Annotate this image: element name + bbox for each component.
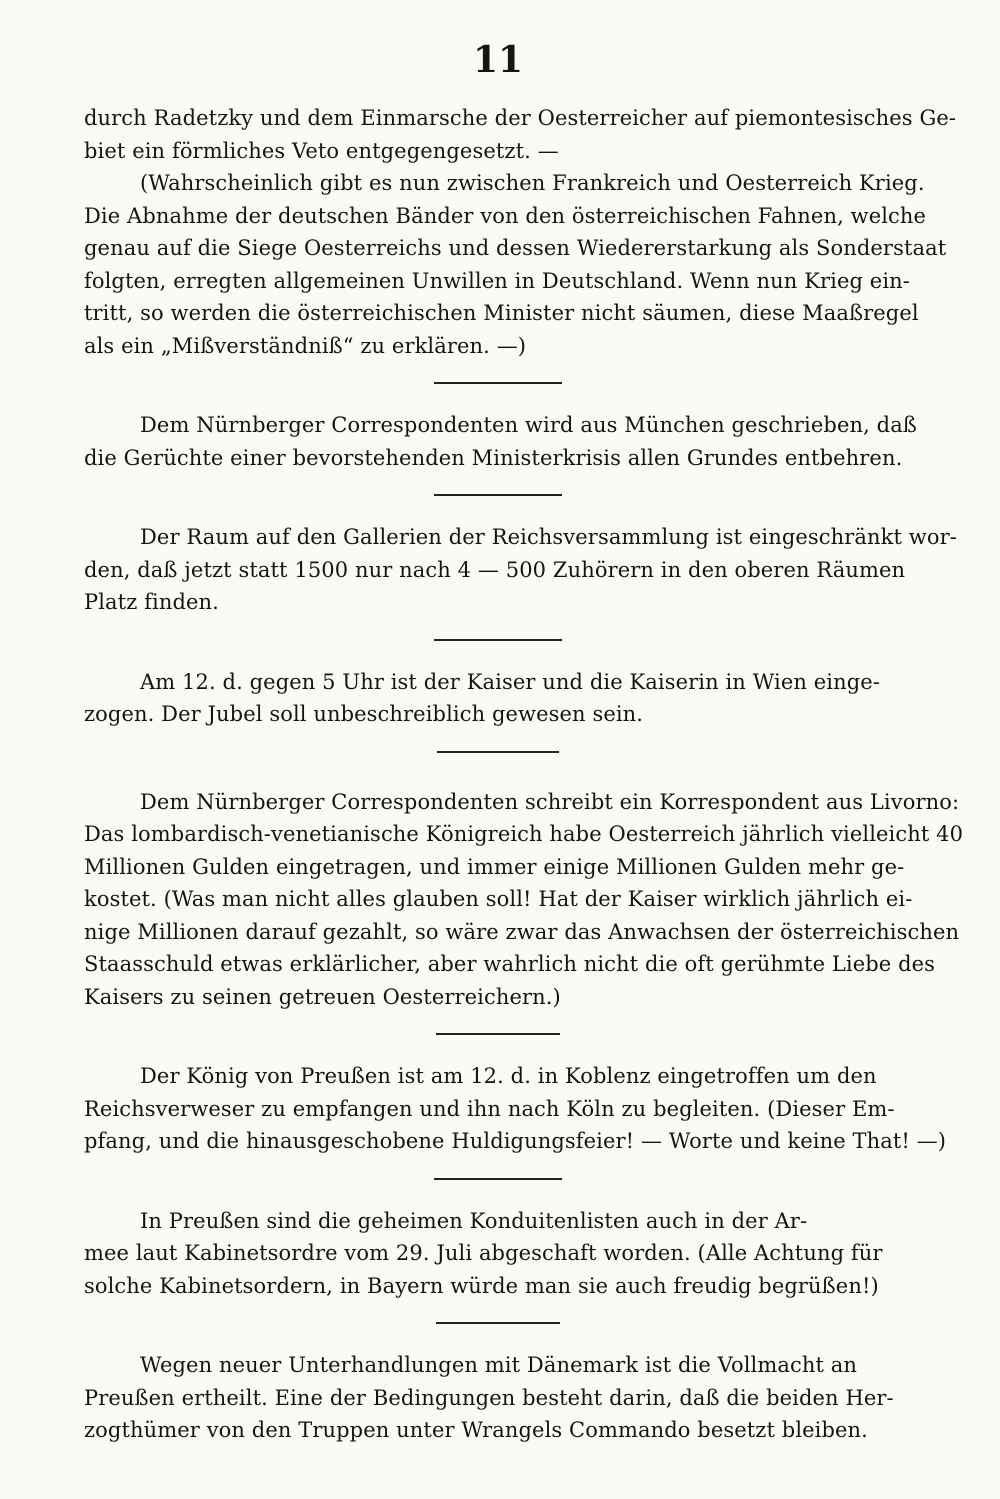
paragraph-king-prussia <box>84 1060 947 1158</box>
section-divider <box>436 1033 560 1035</box>
text-line: Kaisers zu seinen getreuen Oesterreichern.) <box>84 984 561 1009</box>
text-line: Der König von Preußen ist am 12. d. in Koblenz eingetroffen um den <box>140 1064 877 1088</box>
text-line: Millionen Gulden eingetragen, und immer einige Millionen Gulden mehr ge- <box>84 854 905 879</box>
text-line: Staasschuld etwas erklärlicher, aber wahrlich nicht die oft gerühmte Liebe des <box>84 952 936 976</box>
text-line: Dem Nürnberger Correspondenten schreibt ein Korrespondent aus Livorno: <box>140 789 960 814</box>
text-line: die Gerüchte einer bevorstehenden Ministerkrisis allen Grundes entbehren. <box>84 445 903 470</box>
text-line: den, daß jetzt statt 1500 nur nach 4 — 500 Zuhörern in den oberen Räumen <box>84 557 906 582</box>
text-line: mee laut Kabinetsordre vom 29. Juli abgeschaft worden. (Alle Achtung für <box>84 1241 883 1265</box>
text-line: Das lombardisch-venetianische Königreich habe Oesterreich jährlich vielleicht 40 <box>84 822 964 846</box>
paragraph-denmark-negotiations <box>84 1349 912 1447</box>
text-line: durch Radetzky und dem Einmarsche der Oesterreicher auf piemontesisches Ge- <box>84 106 957 130</box>
section-divider <box>437 751 559 753</box>
text-line: zogen. Der Jubel soll unbeschreiblich gewesen sein. <box>84 702 644 726</box>
text-line: tritt, so werden die österreichischen Minister nicht säumen, diese Maaßregel <box>84 301 919 325</box>
text-line: genau auf die Siege Oesterreichs und dessen Wiedererstarkung als Sonderstaat <box>84 236 947 260</box>
text-line: kostet. (Was man nicht alles glauben soll! Hat der Kaiser wirklich jährlich ei- <box>84 887 913 911</box>
section-divider <box>434 639 562 641</box>
text-line: Platz finden. <box>84 590 219 614</box>
text-line: solche Kabinetsordern, in Bayern würde man sie auch freudig begrüßen!) <box>84 1273 879 1298</box>
text-line: folgten, erregten allgemeinen Unwillen in Deutschland. Wenn nun Krieg ein- <box>84 268 910 293</box>
section-divider <box>434 1178 562 1180</box>
text-line: Preußen ertheilt. Eine der Bedingungen besteht darin, daß die beiden Her- <box>84 1385 894 1410</box>
text-line: biet ein förmliches Veto entgegengesetzt. — <box>84 138 559 163</box>
section-divider <box>434 382 562 384</box>
paragraph-emperor-vienna <box>84 666 912 731</box>
paragraph-radetzky <box>84 102 957 167</box>
page-number: 11 <box>472 39 524 81</box>
paragraph-conduct-lists <box>84 1205 912 1303</box>
text-line: Wegen neuer Unterhandlungen mit Dänemark ist die Vollmacht an <box>140 1353 858 1377</box>
text-line: nige Millionen darauf gezahlt, so wäre zwar das Anwachsen der österreichischen <box>84 919 960 944</box>
text-line: In Preußen sind die geheimen Konduitenlisten auch in der Ar- <box>140 1208 808 1233</box>
section-divider <box>434 494 562 496</box>
section-divider <box>436 1322 560 1324</box>
paragraph-livorno-report <box>84 786 964 1014</box>
text-line: (Wahrscheinlich gibt es nun zwischen Frankreich und Oesterreich Krieg. <box>140 171 925 195</box>
text-line: Am 12. d. gegen 5 Uhr ist der Kaiser und die Kaiserin in Wien einge- <box>140 669 880 694</box>
text-line: zogthümer von den Truppen unter Wrangels Commando besetzt bleiben. <box>84 1418 868 1442</box>
text-line: Reichsverweser zu empfangen und ihn nach Köln zu begleiten. (Dieser Em- <box>84 1096 895 1121</box>
text-line: pfang, und die hinausgeschobene Huldigungsfeier! — Worte und keine That! —) <box>84 1129 947 1153</box>
paragraph-gallery-space <box>84 521 957 619</box>
text-line: Der Raum auf den Gallerien der Reichsversammlung ist eingeschränkt wor- <box>140 525 957 549</box>
paragraph-ministerial-crisis <box>84 409 917 474</box>
text-line: Dem Nürnberger Correspondenten wird aus München geschrieben, daß <box>140 413 917 437</box>
paragraph-war-speculation <box>84 167 947 362</box>
text-line: Die Abnahme der deutschen Bänder von den österreichischen Fahnen, welche <box>84 203 927 228</box>
text-line: als ein „Mißverständniß“ zu erklären. —) <box>84 333 527 358</box>
